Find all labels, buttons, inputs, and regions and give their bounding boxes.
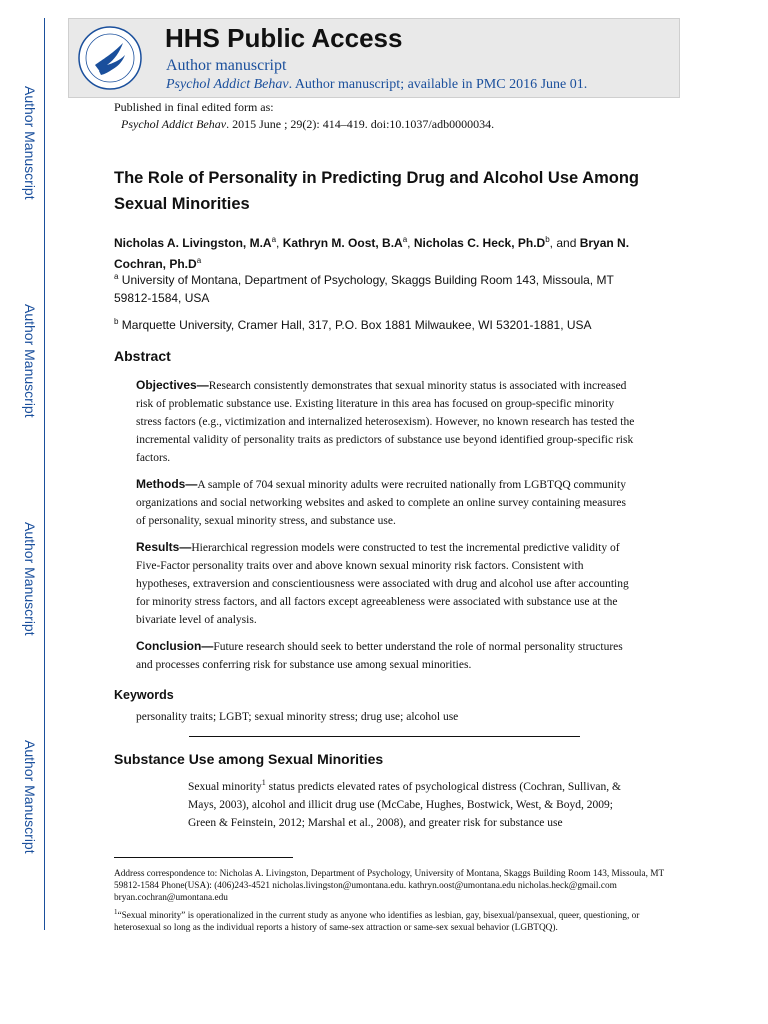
author-name: Nicholas C. Heck, Ph.D xyxy=(413,236,546,250)
keywords-heading: Keywords xyxy=(114,688,174,702)
footnote-ref: 1 xyxy=(261,778,266,787)
footnote-1: $^1$“Sexual minority” is operationalized in the current study as anyone who identifies as lesbian, gay, bisexual/pansexual, queer, questioning, or heterosexual so long as the individual reports a history of same-sex attraction or same-sex sexual behavior (LGBTQQ). xyxy=(114,908,640,934)
sidebar-label-4: Author Manuscript xyxy=(22,740,38,854)
hhs-title: HHS Public Access xyxy=(165,23,403,53)
article-title: The Role of Personality in Predicting Drug and Alcohol Use Among Sexual Minorities xyxy=(114,169,639,213)
author-manuscript-label: Author manuscript xyxy=(166,57,287,74)
sidebar-label-3: Author Manuscript xyxy=(22,522,38,636)
sidebar-label-2: Author Manuscript xyxy=(22,304,38,418)
footnote-divider xyxy=(114,857,293,858)
sidebar-label-1: Author Manuscript xyxy=(22,86,38,200)
sidebar-divider xyxy=(44,18,45,930)
author-affil-mark: a xyxy=(271,235,277,244)
hhs-eagle-seal-icon xyxy=(77,25,143,91)
abstract-objectives: Objectives—Research consistently demonstrates that sexual minority status is associated with increased risk of problematic substance use. Existing literature in this area has focused on group-specific minority stress factors (e.g., victimization and internalized heterosexism). However, no known research has tested the incremental validity of personality traits as predictors of substance use beyond identified group-specific risk factors. xyxy=(136,378,635,464)
author-affil-mark: a xyxy=(402,235,408,244)
published-label: Published in final edited form as: xyxy=(114,100,274,114)
abstract-methods: Methods—A sample of 704 sexual minority adults were recruited nationally from LGBTQQ community organizations and social networking websites and asked to complete an online survey containing measures of personality, sexual minority stress, and substance use. xyxy=(136,477,627,527)
correspondence-footnote: Address correspondence to: Nicholas A. Livingston, Department of Psychology, University of Montana, Skaggs Building Room 143, Missoula, MT 59812-1584 Phone(USA): (406)243-4521 nicholas.livingston@umontana.edu. kathryn.oost@umontana.edu nicholas.heck@gmail.com bryan.cochran@umontana.edu xyxy=(114,869,665,903)
affiliation-a: $^a$ University of Montana, Department of Psychology, Skaggs Building Room 143, Missoula, MT 59812-1584, USA xyxy=(114,272,614,305)
author-list: Nicholas A. Livingston, $M.A^a$, Kathryn M. Oost, $B.A^a$, Nicholas C. Heck, $Ph.D^b$, and Bryan N. Cochran, $Ph.D^a$ xyxy=(114,235,630,271)
author-name: Nicholas A. Livingston, M.A xyxy=(114,236,272,250)
abstract-conclusion: Conclusion—Future research should seek to better understand the role of normal personality structures and processes conferring risk for substance use among sexual minorities. xyxy=(136,639,623,671)
affiliation-b: $^b$ Marquette University, Cramer Hall, 317, P.O. Box 1881 Milwaukee, WI 53201-1881, USA xyxy=(114,317,592,332)
publication-citation xyxy=(121,117,494,132)
abstract-results: Results—Hierarchical regression models were constructed to test the incremental predictive validity of Five-Factor personality traits over and above known sexual minority risk factors. Consistent with hypotheses, extraversion and conscientiousness were associated with drug and alcohol use after accounting for minority stress factors, and all factors except agreeableness were associated with substance use at the bivariate level of analysis. xyxy=(136,540,629,626)
author-affil-mark: a xyxy=(196,256,202,265)
author-name: Kathryn M. Oost, B.A xyxy=(282,236,403,250)
author-affil-mark: b xyxy=(545,235,550,244)
body-paragraph: Sexual minority$^1$ status predicts elevated rates of psychological distress (Cochran, Sullivan, & Mays, 2003), alcohol and illicit drug use (McCabe, Hughes, Bostwick, West, & Boyd, 2009; Green & Feinstein, 2012; Marshal et al., 2008), and greater risk for substance use xyxy=(188,778,621,829)
citation-journal: Psychol Addict Behav xyxy=(121,117,227,131)
journal-name: Psychol Addict Behav xyxy=(166,77,289,92)
abstract-heading: Abstract xyxy=(114,348,171,364)
citation-details: . 2015 June ; 29(2): 414–419. doi:10.1037/adb0000034. xyxy=(226,117,495,131)
keywords-list: personality traits; LGBT; sexual minority stress; drug use; alcohol use xyxy=(136,711,459,723)
manuscript-availability xyxy=(166,77,587,93)
section-divider xyxy=(189,736,580,737)
hhs-header xyxy=(68,18,680,98)
availability-text: . Author manuscript; available in PMC 2016 June 01. xyxy=(288,77,588,92)
author-name: Bryan N. Cochran, Ph.D xyxy=(114,236,630,271)
section-heading: Substance Use among Sexual Minorities xyxy=(114,751,384,767)
